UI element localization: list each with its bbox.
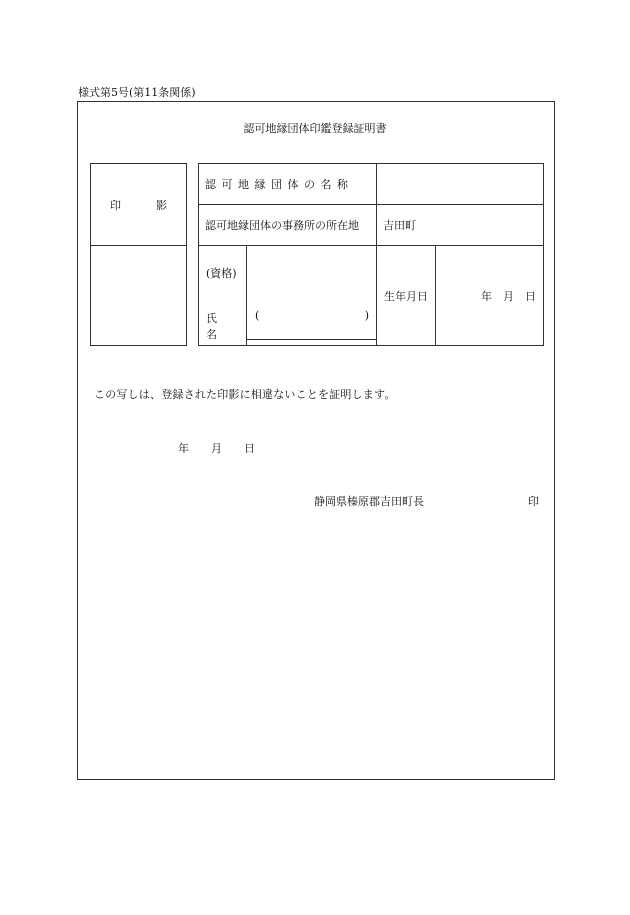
representative-label-cell — [199, 246, 250, 346]
representative-value-cell — [247, 246, 377, 346]
association-info-table — [198, 163, 544, 346]
date-of-birth-label: 生年月日 — [377, 246, 436, 346]
qualification-close-paren: ) — [364, 308, 369, 322]
issuer-name: 静岡県榛原郡吉田町長 — [314, 495, 424, 508]
certification-statement: この写しは、登録された印影に相違ないことを証明します。 — [94, 388, 396, 401]
form-number: 様式第5号(第11条関係) — [78, 86, 196, 99]
date-of-birth-value: 年 月 日 — [436, 246, 544, 346]
association-name-value — [377, 164, 544, 205]
qualification-label: (資格) — [206, 267, 237, 280]
document-title: 認可地縁団体印鑑登録証明書 — [243, 122, 387, 135]
association-name-label: 認可地縁団体の名称 — [199, 164, 377, 205]
qualification-open-paren: ( — [255, 308, 260, 322]
seal-impression-table — [90, 163, 187, 346]
office-address-value: 吉田町 — [377, 205, 544, 246]
seal-impression-label: 印 影 — [91, 164, 187, 246]
qualification-field — [247, 296, 376, 340]
seal-impression-box — [91, 246, 187, 346]
person-name-label: 氏 名 — [206, 312, 250, 341]
issuer-seal-mark: 印 — [528, 495, 539, 508]
issue-date: 年 月 日 — [178, 442, 255, 455]
office-address-label: 認可地縁団体の事務所の所在地 — [199, 205, 377, 246]
